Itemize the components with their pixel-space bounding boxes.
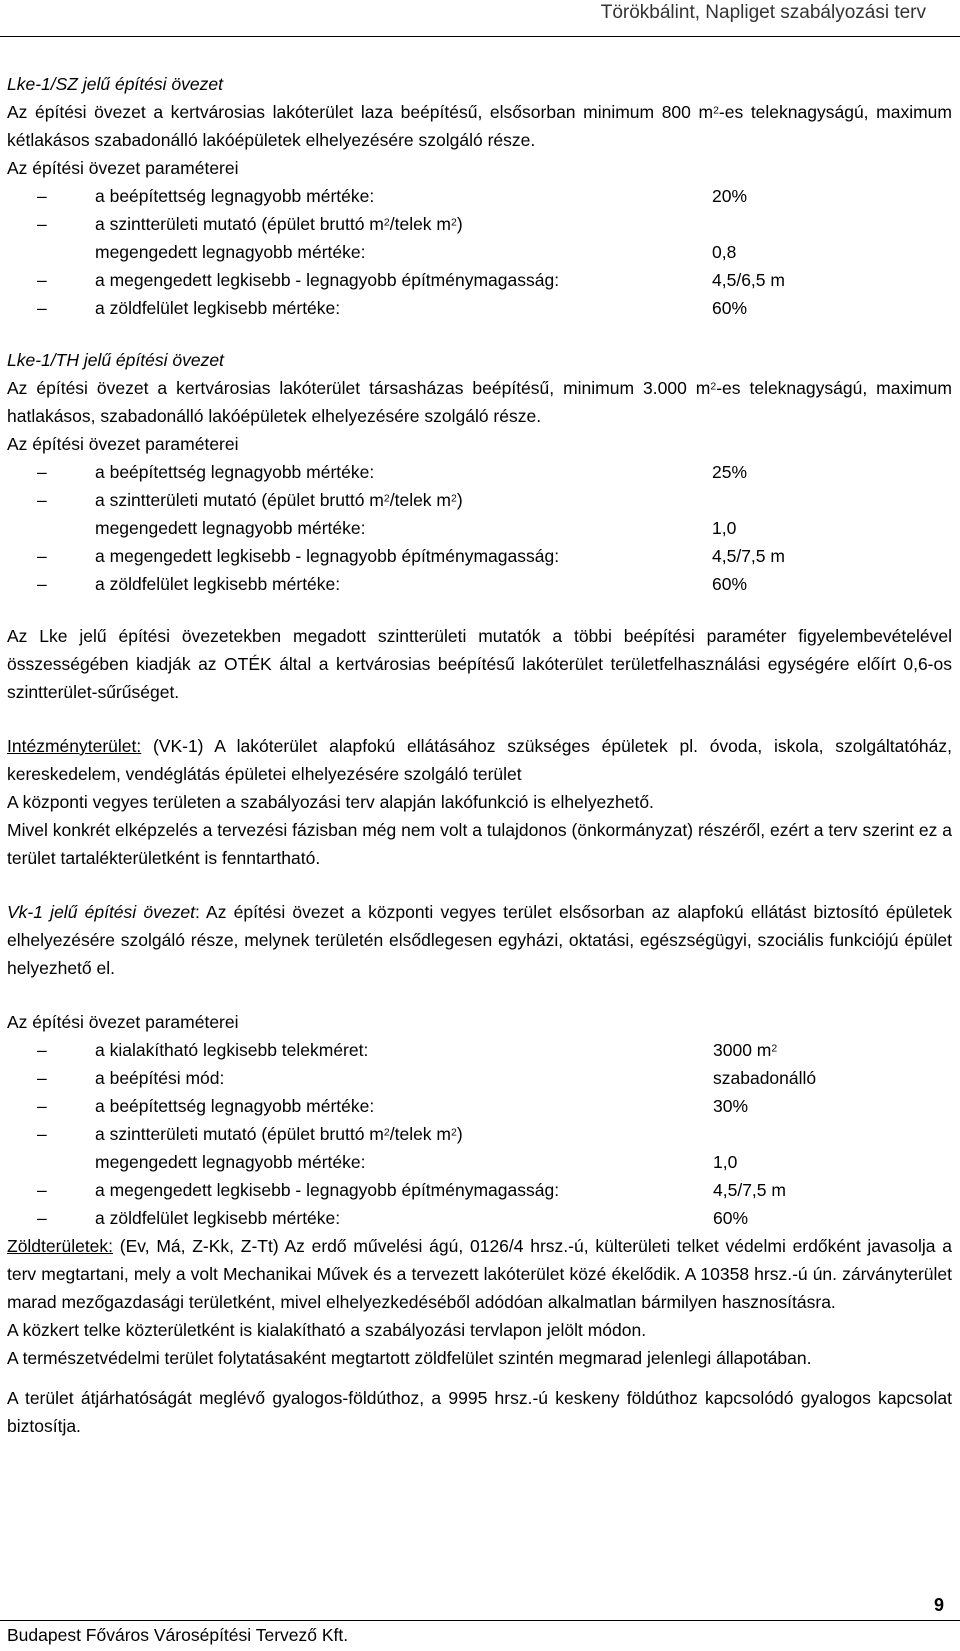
page-number: 9 (933, 1595, 944, 1615)
param-row: – a megengedett legkisebb - legnagyobb építménymagasság: 4,5/7,5 m (7, 1176, 952, 1204)
vk1-paragraph: Vk-1 jelű építési övezet: Az építési övezet a központi vegyes terület elsősorban az alapfokú ellátást biztosító épületek elhelyezésére szolgáló része, melynek területén elsődlegesen egyházi, oktatási, egészségügyi, szociális funkciójú épület helyezhető el. (7, 902, 953, 978)
lke1th-description: Az építési övezet a kertvárosias lakóterület társasházas beépítésű, minimum 3.000 $m^2-es$ teleknagyságú, maximum hatlakásos, szabadonálló lakóépületek elhelyezésére szolgáló része. (7, 378, 952, 426)
zold-paragraph: Zöldterületek: (Ev, Má, Z-Kk, Z-Tt) Az erdő művelési ágú, 0126/4 hrsz.-ú, külterületi telket védelmi erdőként javasolja a terv megtartani, mely a volt Mechanikai Művek és a tervezett lakóterület közé ékelődik. A 10358 hrsz.-ú ún. zárványterület marad mezőgazdasági területként, mivel elhelyezkedéséből adódóan alkalmatlan bármilyen hasznosításra. (7, 1236, 952, 1312)
zold-paragraph-2: A közkert telke közterületként is kialakítható a szabályozási tervlapon jelölt módon. (7, 1320, 647, 1340)
header-title: Törökbálint, Napliget szabályozási terv (600, 2, 926, 23)
param-row: – a zöldfelület legkisebb mértéke: 60% (7, 294, 952, 322)
param-row: – a beépítettség legnagyobb mértéke: 25% (7, 458, 952, 486)
dash-bullet: – (37, 298, 47, 318)
param-row: – a szintterületi mutató (épület bruttó $m^2$/telek $m^2$) (7, 486, 952, 514)
page-footer (0, 1595, 960, 1651)
intezmeny-paragraph-3: Mivel konkrét elképzelés a tervezési fázisban még nem volt a tulajdonos (önkormányzat) részéről, ezért a terv szerint ez a terület tartalékterületként is fenntartható. (7, 820, 952, 868)
lke1th-params-list (7, 458, 952, 598)
vk1-params-list (7, 1036, 952, 1232)
intezmeny-term: Intézményterület: (7, 736, 142, 756)
dash-bullet: – (37, 1208, 47, 1228)
dash-bullet: – (37, 546, 47, 566)
param-row: – a szintterületi mutató (épület bruttó $m^2$/telek $m^2$) (7, 210, 952, 238)
dash-bullet: – (37, 1040, 47, 1060)
dash-bullet: – (37, 1124, 47, 1144)
document-body (7, 70, 952, 1440)
atjarhatosag-paragraph: A terület átjárhatóságát meglévő gyalogos-földúthoz, a 9995 hrsz.-ú keskeny földúthoz kapcsolódó gyalogos kapcsolat biztosítja. (7, 1388, 952, 1436)
vk1-params-heading: Az építési övezet paraméterei (7, 1012, 239, 1032)
zold-term: Zöldterületek: (7, 1236, 114, 1256)
dash-bullet: – (37, 1096, 47, 1116)
param-row: – a beépítettség legnagyobb mértéke: 20% (7, 182, 952, 210)
lke1sz-params-heading: Az építési övezet paraméterei (7, 158, 239, 178)
param-row: – a szintterületi mutató (épület bruttó $m^2$/telek $m^2$) (7, 1120, 952, 1148)
param-row: – a beépítettség legnagyobb mértéke: 30% (7, 1092, 952, 1120)
lke1sz-title: Lke-1/SZ jelű építési övezet (7, 74, 223, 94)
dash-bullet: – (37, 270, 47, 290)
param-row: – a kialakítható legkisebb telekméret: 3000 $m^2$ (7, 1036, 952, 1064)
footer-rule (0, 1620, 960, 1621)
param-row: – a megengedett legkisebb - legnagyobb építménymagasság: 4,5/6,5 m (7, 266, 952, 294)
param-row: – a megengedett legkisebb - legnagyobb építménymagasság: 4,5/7,5 m (7, 542, 952, 570)
param-row-cont: megengedett legnagyobb mértéke: 1,0 (95, 518, 737, 538)
header-rule (0, 36, 960, 37)
lke1th-params-heading: Az építési övezet paraméterei (7, 434, 239, 454)
zold-paragraph-3: A természetvédelmi terület folytatásaként megtartott zöldfelület szintén megmarad jelenlegi állapotában. (7, 1348, 812, 1368)
lke1sz-params-list (7, 182, 952, 322)
param-row: – a beépítési mód: szabadonálló (7, 1064, 952, 1092)
dash-bullet: – (37, 574, 47, 594)
lke-summary-paragraph: Az Lke jelű építési övezetekben megadott szintterületi mutatók a többi beépítési paraméter figyelembevételével összességében kiadják az OTÉK által a kertvárosias beépítésű lakóterület területfelhasználási egységére előírt 0,6-os szintterület-sűrűséget. (7, 626, 952, 702)
intezmeny-paragraph-2: A központi vegyes területen a szabályozási terv alapján lakófunkció is elhelyezhető. (7, 792, 654, 812)
lke1th-title: Lke-1/TH jelű építési övezet (7, 350, 224, 370)
intezmeny-paragraph: Intézményterület: (VK-1) A lakóterület alapfokú ellátásához szükséges épületek pl. óvoda, iskola, szolgáltatóház, kereskedelem, vendéglátás épületei elhelyezésére szolgáló terület (7, 736, 952, 784)
dash-bullet: – (37, 214, 47, 234)
dash-bullet: – (37, 490, 47, 510)
dash-bullet: – (37, 462, 47, 482)
param-row-cont: megengedett legnagyobb mértéke: 0,8 (95, 242, 737, 262)
dash-bullet: – (37, 186, 47, 206)
lke1sz-description: Az építési övezet a kertvárosias lakóterület laza beépítésű, elsősorban minimum 800 $m^2-es$ teleknagyságú, maximum kétlakásos szabadonálló lakóépületek elhelyezésére szolgáló része. (7, 102, 952, 150)
param-row: – a zöldfelület legkisebb mértéke: 60% (7, 570, 952, 598)
param-row: – a zöldfelület legkisebb mértéke: 60% (7, 1204, 952, 1232)
dash-bullet: – (37, 1068, 47, 1088)
footer-organization: Budapest Főváros Városépítési Tervező Kft. (7, 1625, 349, 1645)
dash-bullet: – (37, 1180, 47, 1200)
vk1-term: Vk-1 jelű építési övezet (7, 902, 195, 922)
param-row-cont: megengedett legnagyobb mértéke: 1,0 (95, 1152, 738, 1172)
